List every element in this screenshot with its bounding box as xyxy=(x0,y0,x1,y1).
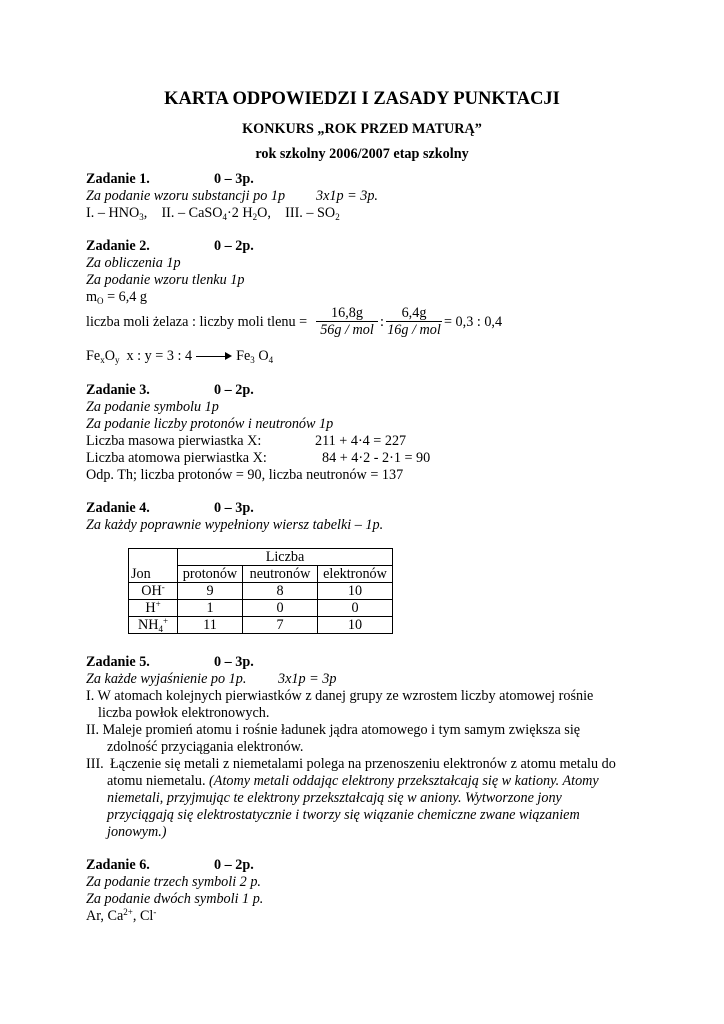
task-5-points: 0 – 3p. xyxy=(214,654,254,670)
explanation-3-line-5: jonowym.) xyxy=(107,824,167,840)
task-4-points: 0 – 3p. xyxy=(214,500,254,516)
task-1-rule xyxy=(86,188,378,205)
task-3-heading xyxy=(86,382,386,399)
oxide-formula: $Fe_xO_y$ x : y = 3 : 4 $Fe_3$ $O_4$ xyxy=(86,348,274,365)
task-4-rule: Za każdy poprawnie wypełniony wiersz tabelki – 1p. xyxy=(86,517,384,533)
task-5-rule-text: Za każde wyjaśnienie po 1p. xyxy=(86,671,247,687)
task-1-points: 0 – 3p. xyxy=(214,171,254,187)
explanation-1-line-1: I. W atomach kolejnych pierwiastków z danej grupy ze wzrostem liczby atomowej rośnie xyxy=(86,688,594,704)
fraction-iron xyxy=(316,305,378,338)
table-row xyxy=(129,583,393,600)
task-6-rule-2: Za podanie dwóch symboli 1 p. xyxy=(86,891,264,907)
task-1-label: Zadanie 1. xyxy=(86,171,150,187)
col-neutrons-header: neutronów xyxy=(243,566,318,583)
task-6-rule-1: Za podanie trzech symboli 2 p. xyxy=(86,874,261,890)
task-2-rule-2: Za podanie wzoru tlenku 1p xyxy=(86,272,245,288)
task-1-rule-text: Za podanie wzoru substancji po 1p xyxy=(86,188,286,204)
contest-name: KONKURS „ROK PRZED MATURĄ” xyxy=(242,121,482,137)
fraction-oxygen xyxy=(386,305,442,338)
task-2-points: 0 – 2p. xyxy=(214,238,254,254)
task-1-rule-calc: 3x1p = 3p. xyxy=(316,188,378,204)
task-3-label: Zadanie 3. xyxy=(86,382,150,398)
atomic-number-line: Liczba atomowa pierwiastka X: 84 + 4·2 - 2·1 = 90 xyxy=(86,450,431,466)
explanation-3-line-2: atomu niemetalu. (Atomy metali oddając elektrony przekształcają się w kationy. Atomy xyxy=(107,773,599,789)
ion-cell: OH- xyxy=(129,583,178,600)
fraction-iron-denominator: 56g / mol xyxy=(320,322,374,338)
fraction-oxygen-numerator: 6,4g xyxy=(401,305,427,321)
task-3-points: 0 – 2p. xyxy=(214,382,254,398)
task-6-answer: Ar, $Ca^{2+}$, Cl- xyxy=(86,907,157,924)
electrons-cell: 10 xyxy=(318,617,393,634)
task-3-rule-2: Za podanie liczby protonów i neutronów 1p xyxy=(86,416,334,432)
explanation-3-line-3: niemetali, przyjmując te elektrony przekształcają się w aniony. Wytworzone jony xyxy=(107,790,562,806)
table-row xyxy=(129,600,393,617)
col-ion-header: Jon xyxy=(129,549,178,583)
task-2-heading xyxy=(86,238,386,255)
oxygen-mass: $m_O = 6,4$ g xyxy=(86,289,148,306)
task-6-label: Zadanie 6. xyxy=(86,857,150,873)
explanation-3-line-1: Łączenie się metali z niemetalami polega na przenoszeniu elektronów z atomu metalu do xyxy=(110,756,616,772)
task-3-answer: Odp. Th; liczba protonów = 90, liczba neutronów = 137 xyxy=(86,467,404,483)
task-5-heading xyxy=(86,654,386,671)
fraction-oxygen-denominator: 16g / mol xyxy=(387,322,441,338)
explanation-3-number: III. xyxy=(86,756,104,772)
group-header: Liczba xyxy=(178,549,393,566)
task-4-heading xyxy=(86,500,386,517)
reaction-arrow-icon xyxy=(196,352,232,361)
fraction-iron-numerator: 16,8g xyxy=(331,305,363,321)
col-electrons-header: elektronów xyxy=(318,566,393,583)
explanation-3-line-4: przyciągają się elektrostatycznie i tworzy się wiązanie chemiczne zwane wiązaniem xyxy=(107,807,580,823)
task-6-points: 0 – 2p. xyxy=(214,857,254,873)
task-5-rule xyxy=(86,671,337,688)
task-5-rule-calc: 3x1p = 3p xyxy=(278,671,337,687)
task-3-rule-1: Za podanie symbolu 1p xyxy=(86,399,219,415)
task-2-rule-1: Za obliczenia 1p xyxy=(86,255,181,271)
fraction-colon: : xyxy=(380,314,384,330)
table-row xyxy=(129,549,393,566)
explanation-1-line-2: liczba powłok elektronowych. xyxy=(98,705,270,721)
electrons-cell: 0 xyxy=(318,600,393,617)
explanation-2-line-2: zdolność przyciągania elektronów. xyxy=(107,739,304,755)
task-1-answer: I. – $HNO_3$, II. – CaSO$_4$·2 $H_2O$, III. – $SO_2$ xyxy=(86,205,340,222)
ion-cell: $NH_4^+$ xyxy=(129,617,178,634)
protons-cell: 1 xyxy=(178,600,243,617)
task-4-label: Zadanie 4. xyxy=(86,500,150,516)
task-1-heading xyxy=(86,171,386,188)
school-year: rok szkolny 2006/2007 etap szkolny xyxy=(255,146,469,162)
mole-ratio-result: = 0,3 : 0,4 xyxy=(444,314,503,330)
ion-cell: H+ xyxy=(129,600,178,617)
task-5-label: Zadanie 5. xyxy=(86,654,150,670)
protons-cell: 9 xyxy=(178,583,243,600)
task-2-label: Zadanie 2. xyxy=(86,238,150,254)
neutrons-cell: 0 xyxy=(243,600,318,617)
task-6-heading xyxy=(86,857,386,874)
col-protons-header: protonów xyxy=(178,566,243,583)
electrons-cell: 10 xyxy=(318,583,393,600)
document-title: KARTA ODPOWIEDZI I ZASADY PUNKTACJI xyxy=(164,89,560,109)
neutrons-cell: 8 xyxy=(243,583,318,600)
neutrons-cell: 7 xyxy=(243,617,318,634)
protons-cell: 11 xyxy=(178,617,243,634)
mass-number-line: Liczba masowa pierwiastka X: 211 + 4·4 = 227 xyxy=(86,433,407,449)
table-row xyxy=(129,617,393,634)
mole-ratio-label: liczba moli żelaza : liczby moli tlenu = xyxy=(86,314,308,330)
ion-table xyxy=(128,548,393,634)
explanation-2-line-1: II. Maleje promień atomu i rośnie ładunek jądra atomowego i tym samym zwiększa się xyxy=(86,722,581,738)
